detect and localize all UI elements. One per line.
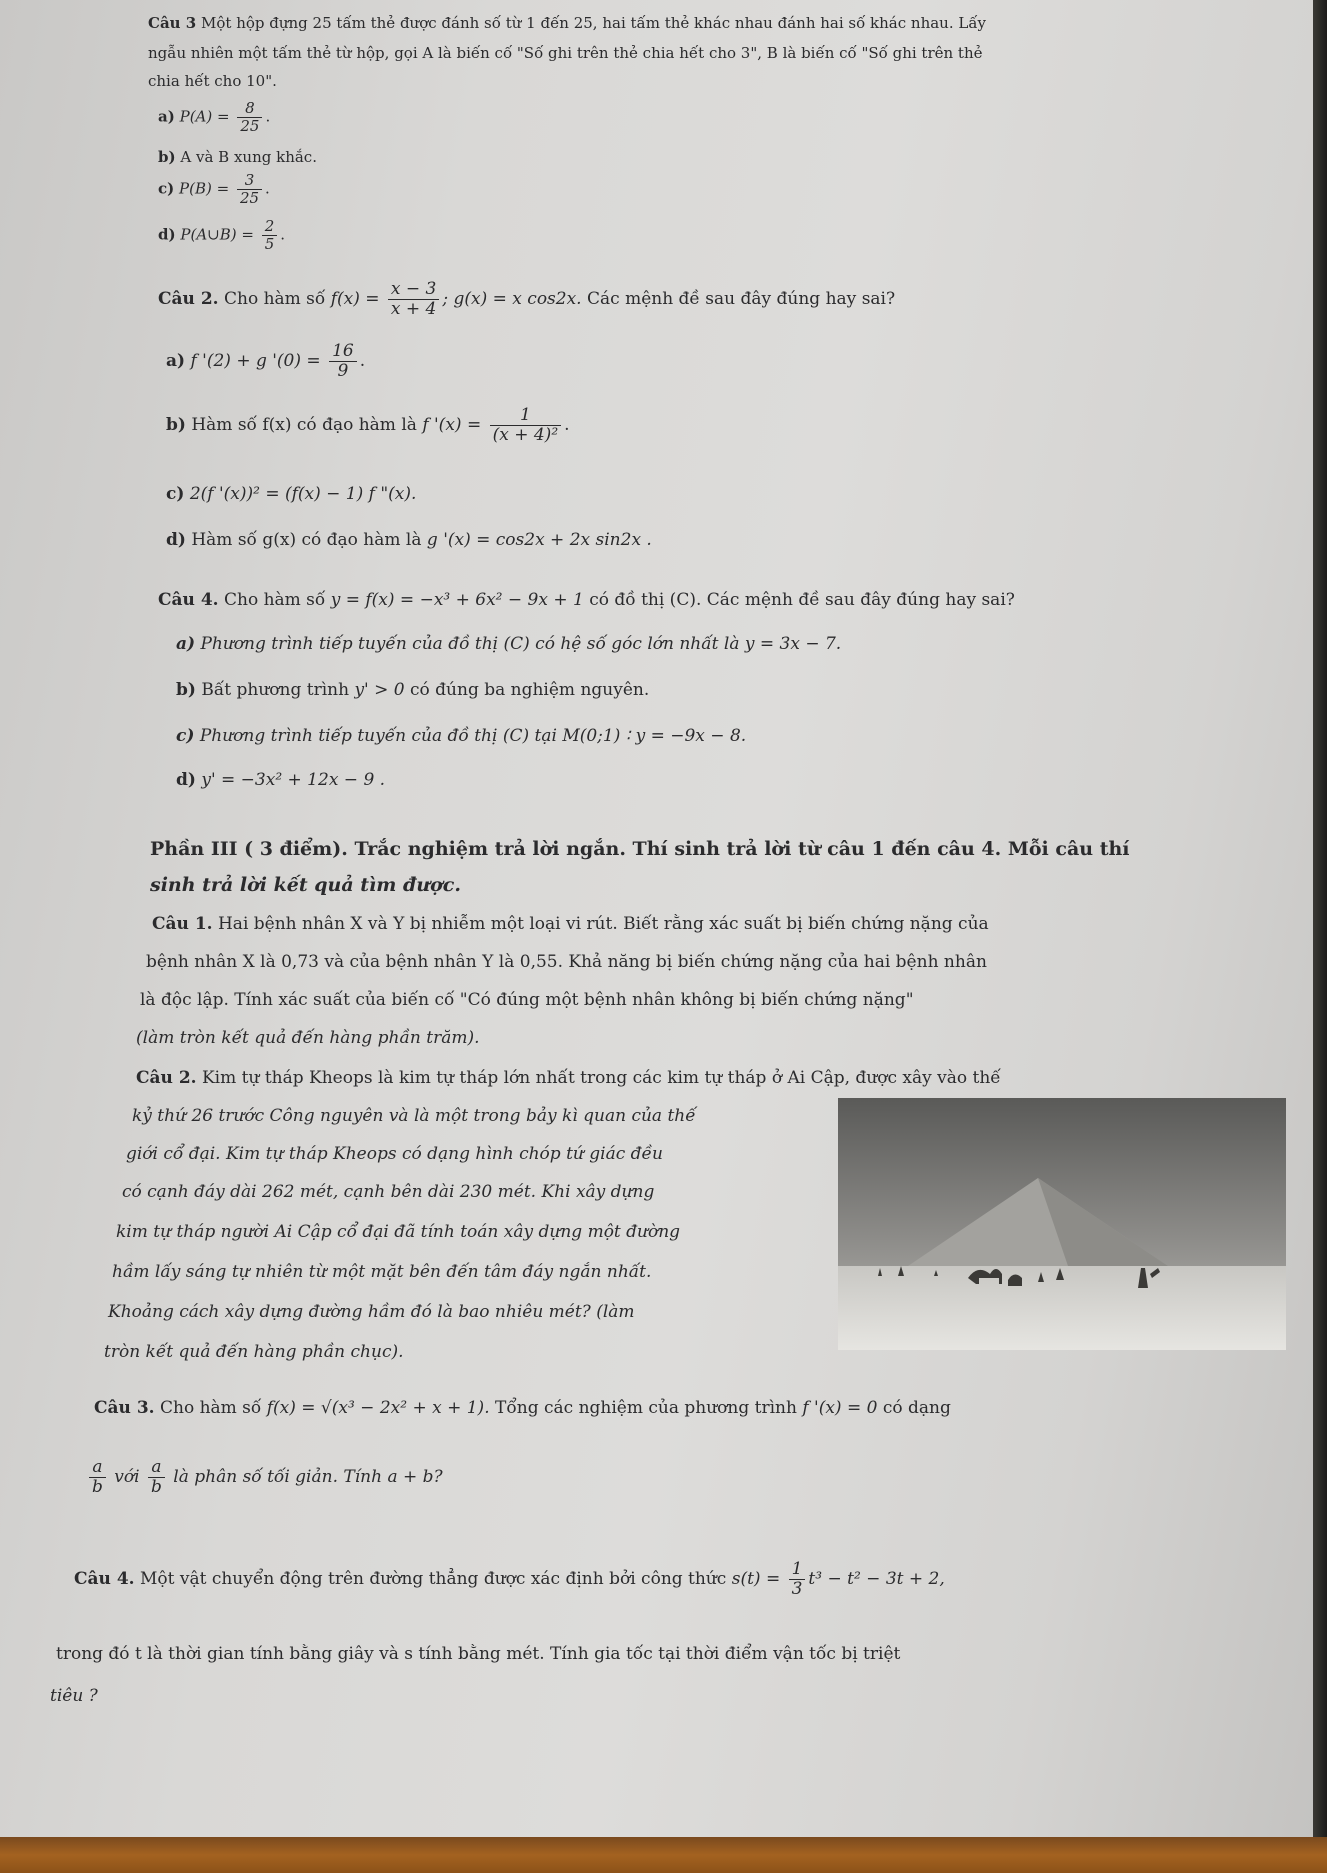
p3-with: với — [114, 1467, 140, 1488]
q2-f-fraction — [388, 280, 439, 319]
q4-b-formula: y' > 0 — [354, 680, 405, 700]
q3-c-den: 25 — [239, 188, 260, 207]
q4-d-formula: y' = −3x² + 12x − 9 . — [201, 770, 386, 790]
q4-intro: Cho hàm số — [223, 590, 326, 610]
q4-option-b — [176, 680, 649, 700]
q3-a-label: a) — [158, 107, 175, 126]
q3-c-fraction — [237, 172, 262, 207]
p2-text1: Kim tự tháp Kheops là kim tự tháp lớn nhất trong các kim tự tháp ở Ai Cập, được xây vào thế — [201, 1068, 1001, 1088]
q2-option-c — [166, 484, 416, 504]
p2-line3: giới cổ đại. Kim tự tháp Kheops có dạng hình chóp tứ giác đều — [126, 1144, 663, 1164]
q2-option-d — [166, 530, 652, 550]
q3-line1 — [148, 14, 986, 32]
p4-line2: trong đó t là thời gian tính bằng giây và s tính bằng mét. Tính gia tốc tại thời điểm vận tốc bị triệt — [56, 1644, 901, 1664]
p4-s-fraction — [789, 1560, 806, 1599]
q4-d-label: d) — [176, 770, 196, 790]
p3-frac1-num: a — [89, 1458, 106, 1478]
p3-frac2-den: b — [150, 1476, 162, 1497]
q3-a-fraction — [237, 100, 262, 135]
p1-line1 — [152, 914, 989, 934]
p3-l2-rest: là phân số tối giản. Tính — [173, 1467, 383, 1488]
q2-option-b — [166, 406, 570, 445]
q2-f-lhs: f(x) = — [330, 289, 385, 310]
q4-formula: y = f(x) = −x³ + 6x² − 9x + 1 — [330, 590, 584, 610]
q2-a-num: 16 — [329, 342, 357, 362]
q3-line3: chia hết cho 10". — [148, 72, 277, 90]
q2-a-end: . — [359, 351, 366, 372]
q2-a-lhs: f '(2) + g '(0) = — [190, 351, 327, 372]
p2-label: Câu 2. — [136, 1068, 197, 1088]
q3-label: Câu 3 — [148, 14, 197, 32]
q2-d-label: d) — [166, 530, 186, 550]
p4-s-den: 3 — [791, 1578, 803, 1599]
q3-c-end: . — [265, 179, 270, 198]
q2-intro: Cho hàm số — [223, 289, 326, 310]
p4-s-lhs: s(t) = — [731, 1569, 786, 1590]
q3-d-num: 2 — [262, 218, 278, 236]
q2-a-den: 9 — [337, 360, 349, 381]
p4-s-num: 1 — [789, 1560, 806, 1580]
p4-s-rest: t³ − t² − 3t + 2, — [808, 1569, 945, 1590]
q3-a-den: 25 — [240, 116, 260, 135]
p3-frac1-den: b — [92, 1476, 103, 1497]
q3-line2: ngẫu nhiên một tấm thẻ từ hộp, gọi A là biến cố "Số ghi trên thẻ chia hết cho 3", B là biến cố "Số ghi trên thẻ — [148, 44, 983, 62]
q3-option-d — [158, 218, 285, 253]
q3-b-label: b) — [158, 148, 176, 166]
q3-d-label: d) — [158, 225, 176, 244]
q4-stem — [158, 590, 1015, 610]
pyramid-photo — [838, 1098, 1286, 1350]
q2-question: Các mệnh đề sau đây đúng hay sai? — [587, 289, 896, 310]
q3-a-lhs: P(A) = — [179, 107, 235, 126]
q4-c-formula: M(0;1) ∶ y = −9x − 8. — [562, 726, 747, 746]
p2-line2: kỷ thứ 26 trước Công nguyên và là một trong bảy kì quan của thế — [132, 1106, 696, 1126]
p2-line1 — [136, 1068, 1001, 1088]
q3-d-end: . — [280, 225, 286, 244]
q2-a-label: a) — [166, 351, 186, 372]
q2-option-a — [166, 342, 365, 381]
q2-stem — [158, 280, 895, 319]
q4-option-d — [176, 770, 385, 790]
q3-c-lhs: P(B) = — [179, 179, 234, 198]
q4-b-text: Bất phương trình — [201, 680, 350, 700]
q4-label: Câu 4. — [158, 590, 219, 610]
p1-line4: (làm tròn kết quả đến hàng phần trăm). — [136, 1028, 480, 1048]
p3-end: có dạng — [882, 1398, 951, 1418]
wooden-table-edge — [0, 1837, 1327, 1873]
p3-frac2-num: a — [148, 1458, 165, 1478]
q2-d-formula: g '(x) = cos2x + 2x sin2x . — [426, 530, 652, 550]
q3-option-a — [158, 100, 270, 135]
p2-line7: Khoảng cách xây dựng đường hầm đó là bao nhiêu mét? (làm — [108, 1302, 635, 1322]
q4-a-label: a) — [176, 634, 196, 654]
p3-frac-2 — [148, 1458, 165, 1497]
p4-text1: Một vật chuyển động trên đường thẳng được xác định bởi công thức — [139, 1569, 727, 1590]
p3-ask: a + b? — [387, 1467, 443, 1488]
q2-d-text: Hàm số g(x) có đạo hàm là — [191, 530, 422, 550]
p2-line5: kim tự tháp người Ai Cập cổ đại đã tính toán xây dựng một đường — [116, 1222, 681, 1242]
q4-b-rest: có đúng ba nghiệm nguyên. — [410, 680, 650, 700]
q3-c-num: 3 — [237, 172, 262, 190]
p3-eq: f '(x) = 0 — [802, 1398, 878, 1418]
q3-option-b — [158, 148, 317, 166]
q4-c-text: Phương trình tiếp tuyến của đồ thị (C) tại — [199, 726, 557, 746]
q2-b-num: 1 — [490, 406, 562, 426]
p1-line3: là độc lập. Tính xác suất của biến cố "Có đúng một bệnh nhân không bị biến chứng nặng" — [140, 990, 914, 1010]
p3-formula: f(x) = √(x³ − 2x² + x + 1). — [266, 1398, 490, 1418]
q3-a-end: . — [265, 107, 271, 126]
q3-a-num: 8 — [237, 100, 262, 118]
q4-option-a — [176, 634, 841, 654]
p4-line1 — [74, 1560, 945, 1599]
q2-c-formula: 2(f '(x))² = (f(x) − 1) f "(x). — [189, 484, 417, 504]
q3-text1: Một hộp đựng 25 tấm thẻ được đánh số từ 1 đến 25, hai tấm thẻ khác nhau đánh hai số khác nhau. Lấy — [201, 14, 987, 32]
p3-rest: Tổng các nghiệm của phương trình — [495, 1398, 797, 1418]
q4-option-c — [176, 726, 746, 746]
q4-a-formula: y = 3x − 7. — [744, 634, 842, 654]
p2-line4: có cạnh đáy dài 262 mét, cạnh bên dài 230 mét. Khi xây dựng — [122, 1182, 655, 1202]
p3-intro: Cho hàm số — [159, 1398, 262, 1418]
p3-line1 — [94, 1398, 951, 1418]
q2-b-den: (x + 4)² — [492, 424, 559, 445]
q3-d-den: 5 — [264, 234, 275, 253]
q2-g-def: ; g(x) = x cos2x. — [442, 289, 582, 310]
q2-b-lhs: f '(x) = — [422, 415, 487, 436]
p3-frac-1 — [89, 1458, 106, 1497]
q3-c-label: c) — [158, 179, 175, 198]
p2-line6: hầm lấy sáng tự nhiên từ một mặt bên đến tâm đáy ngắn nhất. — [112, 1262, 652, 1282]
page-right-edge — [1313, 0, 1327, 1873]
q4-b-label: b) — [176, 680, 196, 700]
p3-label: Câu 3. — [94, 1398, 155, 1418]
p1-text1: Hai bệnh nhân X và Y bị nhiễm một loại vi rút. Biết rằng xác suất bị biến chứng nặng của — [217, 914, 989, 934]
q2-label: Câu 2. — [158, 289, 219, 310]
p2-line8: tròn kết quả đến hàng phần chục). — [104, 1342, 404, 1362]
q2-f-num: x − 3 — [388, 280, 439, 300]
q2-a-fraction — [329, 342, 357, 381]
q4-rest: có đồ thị (C). Các mệnh đề sau đây đúng hay sai? — [589, 590, 1015, 610]
p4-label: Câu 4. — [74, 1569, 135, 1590]
q4-c-label: c) — [176, 726, 195, 746]
p1-label: Câu 1. — [152, 914, 213, 934]
q2-b-label: b) — [166, 415, 186, 436]
p1-line2: bệnh nhân X là 0,73 và của bệnh nhân Y là 0,55. Khả năng bị biến chứng nặng của hai bệnh nhân — [146, 952, 987, 972]
q3-d-lhs: P(A∪B) = — [180, 225, 259, 244]
q3-b-text: A và B xung khắc. — [180, 148, 317, 166]
q2-f-den: x + 4 — [390, 298, 437, 319]
q3-d-fraction — [262, 218, 278, 253]
q2-b-text: Hàm số f(x) có đạo hàm là — [191, 415, 417, 436]
part3-heading-line1: Phần III ( 3 điểm). Trắc nghiệm trả lời ngắn. Thí sinh trả lời từ câu 1 đến câu 4. Mỗi câu thí — [150, 838, 1130, 860]
q2-c-label: c) — [166, 484, 185, 504]
q4-a-text: Phương trình tiếp tuyến của đồ thị (C) có hệ số góc lớn nhất là — [200, 634, 740, 654]
part3-heading-line2: sinh trả lời kết quả tìm được. — [150, 874, 461, 896]
q2-b-end: . — [564, 415, 570, 436]
p4-line3: tiêu ? — [50, 1686, 98, 1706]
q2-b-fraction — [490, 406, 562, 445]
q3-option-c — [158, 172, 270, 207]
p3-line2 — [86, 1458, 443, 1497]
